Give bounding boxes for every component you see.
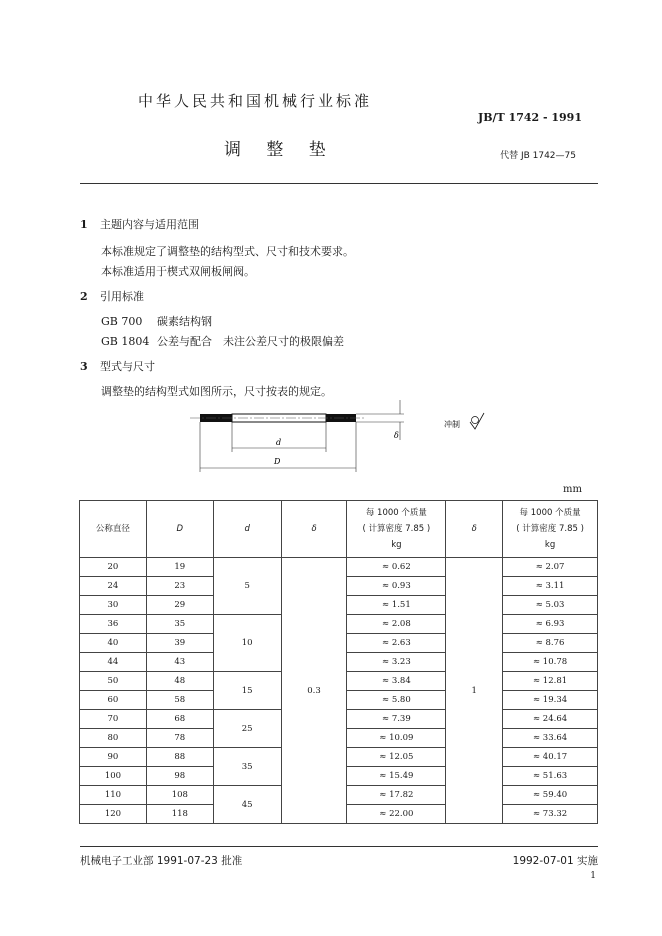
section-number: 1	[80, 218, 88, 231]
cell-D: 118	[146, 805, 213, 824]
cell-mass: ≈ 3.84	[347, 672, 446, 691]
cell-d: 10	[213, 615, 281, 672]
page-number: 1	[590, 871, 596, 881]
reference-code: GB 700	[101, 315, 143, 328]
header-divider	[80, 183, 598, 184]
table-header-row	[80, 501, 598, 558]
col-header-delta-2: δ	[446, 501, 503, 558]
cell-nominal: 30	[80, 596, 147, 615]
d-label: d	[276, 438, 282, 447]
reference-item	[101, 333, 344, 349]
reference-name: 公差与配合 未注公差尺寸的极限偏差	[157, 335, 344, 348]
cell-nominal: 80	[80, 729, 147, 748]
cell-D: 88	[146, 748, 213, 767]
cell-nominal: 90	[80, 748, 147, 767]
cell-mass-2: ≈ 19.34	[503, 691, 598, 710]
cell-mass: ≈ 22.00	[347, 805, 446, 824]
document-title: 调 整 垫	[224, 140, 336, 160]
cell-mass: ≈ 2.63	[347, 634, 446, 653]
cell-nominal: 50	[80, 672, 147, 691]
col-header-mass-2	[503, 501, 598, 558]
cell-mass: ≈ 0.62	[347, 558, 446, 577]
cell-mass-2: ≈ 51.63	[503, 767, 598, 786]
roughness-check-icon	[470, 413, 484, 429]
cell-mass: ≈ 17.82	[347, 786, 446, 805]
cell-mass-2: ≈ 24.64	[503, 710, 598, 729]
cell-mass-2: ≈ 3.11	[503, 577, 598, 596]
cell-mass: ≈ 0.93	[347, 577, 446, 596]
effective-date: 1992-07-01 实施	[512, 855, 598, 867]
col-header-nominal: 公称直径	[80, 501, 147, 558]
cell-nominal: 20	[80, 558, 147, 577]
cell-mass: ≈ 2.08	[347, 615, 446, 634]
col-header-D: D	[146, 501, 213, 558]
replaces-note: 代替 JB 1742—75	[500, 151, 576, 161]
mass-header-line: ( 计算密度 7.85 )	[516, 524, 584, 534]
mass-header-unit: kg	[391, 540, 402, 550]
reference-code: GB 1804	[101, 335, 150, 348]
col-header-d: d	[213, 501, 281, 558]
col-header-mass	[347, 501, 446, 558]
dimension-table	[79, 500, 598, 824]
col-header-delta: δ	[281, 501, 347, 558]
paragraph: 本标准适用于楔式双闸板闸阀。	[101, 265, 255, 278]
cell-mass-2: ≈ 10.78	[503, 653, 598, 672]
standard-code: JB/T 1742 - 1991	[478, 111, 582, 124]
D-label: D	[274, 457, 281, 466]
cell-nominal: 110	[80, 786, 147, 805]
cell-mass: ≈ 15.49	[347, 767, 446, 786]
cell-delta-2: 1	[446, 558, 503, 824]
section-number: 3	[80, 360, 88, 373]
cell-d: 15	[213, 672, 281, 710]
cell-mass: ≈ 12.05	[347, 748, 446, 767]
cell-nominal: 120	[80, 805, 147, 824]
paragraph: 调整垫的结构型式如图所示，尺寸按表的规定。	[101, 385, 332, 398]
roughness-note: 冲制	[444, 420, 460, 429]
cell-d: 35	[213, 748, 281, 786]
cell-mass: ≈ 5.80	[347, 691, 446, 710]
cell-d: 5	[213, 558, 281, 615]
cell-D: 35	[146, 615, 213, 634]
cell-nominal: 40	[80, 634, 147, 653]
cell-d: 25	[213, 710, 281, 748]
cell-D: 29	[146, 596, 213, 615]
cell-D: 58	[146, 691, 213, 710]
cell-mass: ≈ 3.23	[347, 653, 446, 672]
cell-mass-2: ≈ 59.40	[503, 786, 598, 805]
reference-name: 碳素结构钢	[157, 315, 212, 328]
reference-item	[101, 313, 212, 329]
mass-header-unit: kg	[544, 540, 556, 550]
section-3-heading	[80, 358, 155, 374]
section-number: 2	[80, 290, 88, 303]
section-1-heading	[80, 216, 199, 232]
cell-nominal: 60	[80, 691, 147, 710]
delta-label: δ	[394, 431, 399, 440]
paragraph: 本标准规定了调整垫的结构型式、尺寸和技术要求。	[101, 245, 354, 258]
cell-mass-2: ≈ 33.64	[503, 729, 598, 748]
cell-mass: ≈ 10.09	[347, 729, 446, 748]
cell-D: 68	[146, 710, 213, 729]
cell-D: 39	[146, 634, 213, 653]
cell-mass-2: ≈ 73.32	[503, 805, 598, 824]
cell-nominal: 100	[80, 767, 147, 786]
organization-title: 中华人民共和国机械行业标准	[138, 92, 373, 110]
cell-D: 23	[146, 577, 213, 596]
cell-mass-2: ≈ 12.81	[503, 672, 598, 691]
cell-nominal: 44	[80, 653, 147, 672]
cell-nominal: 24	[80, 577, 147, 596]
cell-mass-2: ≈ 6.93	[503, 615, 598, 634]
footer-divider	[80, 846, 598, 847]
approval-note: 机械电子工业部 1991-07-23 批准	[80, 855, 243, 867]
cell-mass: ≈ 7.39	[347, 710, 446, 729]
mass-header-line: 每 1000 个质量	[365, 508, 427, 518]
table-row	[80, 558, 598, 577]
roughness-circle-icon	[472, 417, 479, 424]
cell-mass-2: ≈ 2.07	[503, 558, 598, 577]
section-title: 引用标准	[100, 290, 144, 303]
cell-D: 43	[146, 653, 213, 672]
section-2-heading	[80, 288, 144, 304]
section-title: 型式与尺寸	[100, 360, 155, 373]
cell-mass-2: ≈ 40.17	[503, 748, 598, 767]
mass-header-line: ( 计算密度 7.85 )	[362, 524, 431, 534]
unit-label: mm	[563, 484, 582, 495]
cell-mass: ≈ 1.51	[347, 596, 446, 615]
cell-D: 78	[146, 729, 213, 748]
section-title: 主题内容与适用范围	[100, 218, 199, 231]
cell-D: 98	[146, 767, 213, 786]
cell-nominal: 70	[80, 710, 147, 729]
cell-D: 108	[146, 786, 213, 805]
mass-header-line: 每 1000 个质量	[519, 508, 581, 518]
cell-mass-2: ≈ 8.76	[503, 634, 598, 653]
cell-D: 48	[146, 672, 213, 691]
cell-d: 45	[213, 786, 281, 824]
cell-mass-2: ≈ 5.03	[503, 596, 598, 615]
cell-nominal: 36	[80, 615, 147, 634]
cell-delta: 0.3	[281, 558, 347, 824]
cell-D: 19	[146, 558, 213, 577]
shim-drawing	[190, 398, 500, 478]
